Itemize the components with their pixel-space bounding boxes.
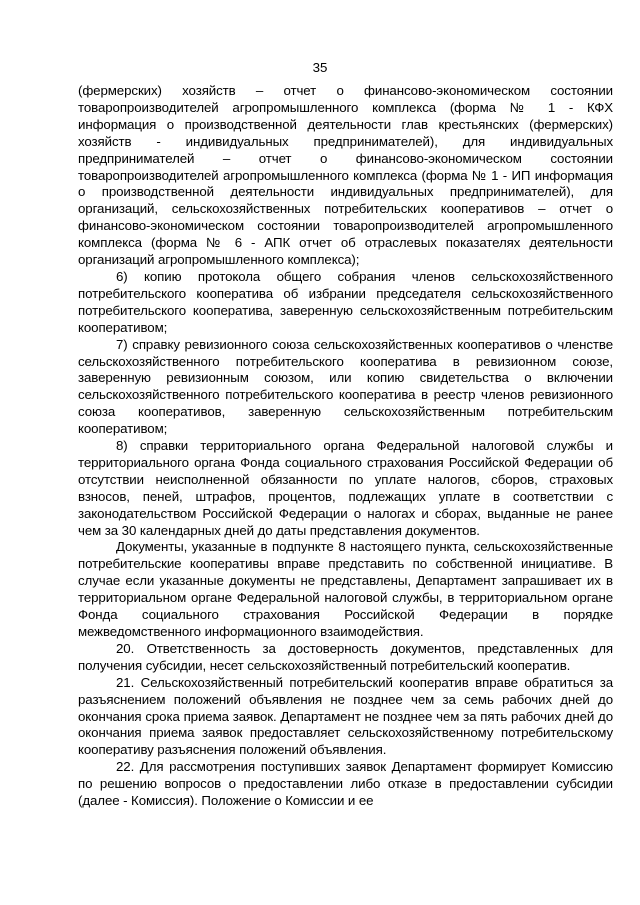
paragraph-clause-22: 22. Для рассмотрения поступивших заявок Департамент формирует Комиссию по решению вопросов о предоставлении либо отказе в предоставлении субсидии (далее - Комиссия). Положение о Комиссии и ее	[78, 759, 613, 809]
paragraph-item-6: 6) копию протокола общего собрания членов сельскохозяйственного потребительского кооператива об избрании председателя сельскохозяйственного потребительского кооператива, заверенную сельскохозяйственным потребительским кооперативом;	[78, 268, 613, 335]
document-body	[78, 83, 613, 810]
paragraph-clause-21: 21. Сельскохозяйственный потребительский кооператив вправе обратиться за разъяснением положений объявления не позднее чем за семь рабочих дней до окончания срока приема заявок. Департамент не позднее чем за пять рабочих дней до окончания приема заявок предоставляет сельскохозяйственному потребительскому кооперативу разъяснения положений объявления.	[78, 674, 613, 758]
paragraph-item-8: 8) справки территориального органа Федеральной налоговой службы и территориального органа Фонда социального страхования Российской Федерации об отсутствии неисполненной обязанности по уплате налогов, сборов, страховых взносов, пеней, штрафов, процентов, подлежащих уплате в соответствии с законодательством Российской Федерации о налогах и сборах, выданные не ранее чем за 30 календарных дней до даты представления документов.	[78, 438, 613, 538]
paragraph-clause-20: 20. Ответственность за достоверность документов, представленных для получения субсидии, несет сельскохозяйственный потребительский кооператив.	[78, 640, 613, 673]
page-number: 35	[312, 60, 328, 75]
paragraph-item-7: 7) справку ревизионного союза сельскохозяйственных кооперативов о членстве сельскохозяйственного потребительского кооператива в ревизионном союзе, заверенную ревизионным союзом, или копию свидетельства о включении сельскохозяйственного потребительского кооператива в реестр членов ревизионного союза кооперативов, заверенную сельскохозяйственным потребительским кооперативом;	[78, 336, 613, 437]
paragraph-reporting-forms: (фермерских) хозяйств – отчет о финансово-экономическом состоянии товаропроизводителей агропромышленного комплекса (форма № 1 - КФХ информация о производственной деятельности глав крестьянских (фермерских) хозяйств - индивидуальных предпринимателей), для индивидуальных предпринимателей – отчет о финансово-экономическом состоянии товаропроизводителей агропромышленного комплекса (форма № 1 - ИП информация о производственной деятельности индивидуальных предпринимателей), для организаций, сельскохозяйственных потребительских кооперативов – отчет о финансово-экономическом состоянии товаропроизводителей агропромышленного комплекса (форма № 6 - АПК отчет об отраслевых показателях деятельности организаций агропромышленного комплекса);	[78, 83, 613, 268]
paragraph-documents-note: Документы, указанные в подпункте 8 настоящего пункта, сельскохозяйственные потребительские кооперативы вправе представить по собственной инициативе. В случае если указанные документы не представлены, Департамент запрашивает их в территориальном органе Федеральной налоговой службы, в территориальном органе Фонда социального страхования Российской Федерации в порядке межведомственного информационного взаимодействия.	[78, 539, 613, 639]
